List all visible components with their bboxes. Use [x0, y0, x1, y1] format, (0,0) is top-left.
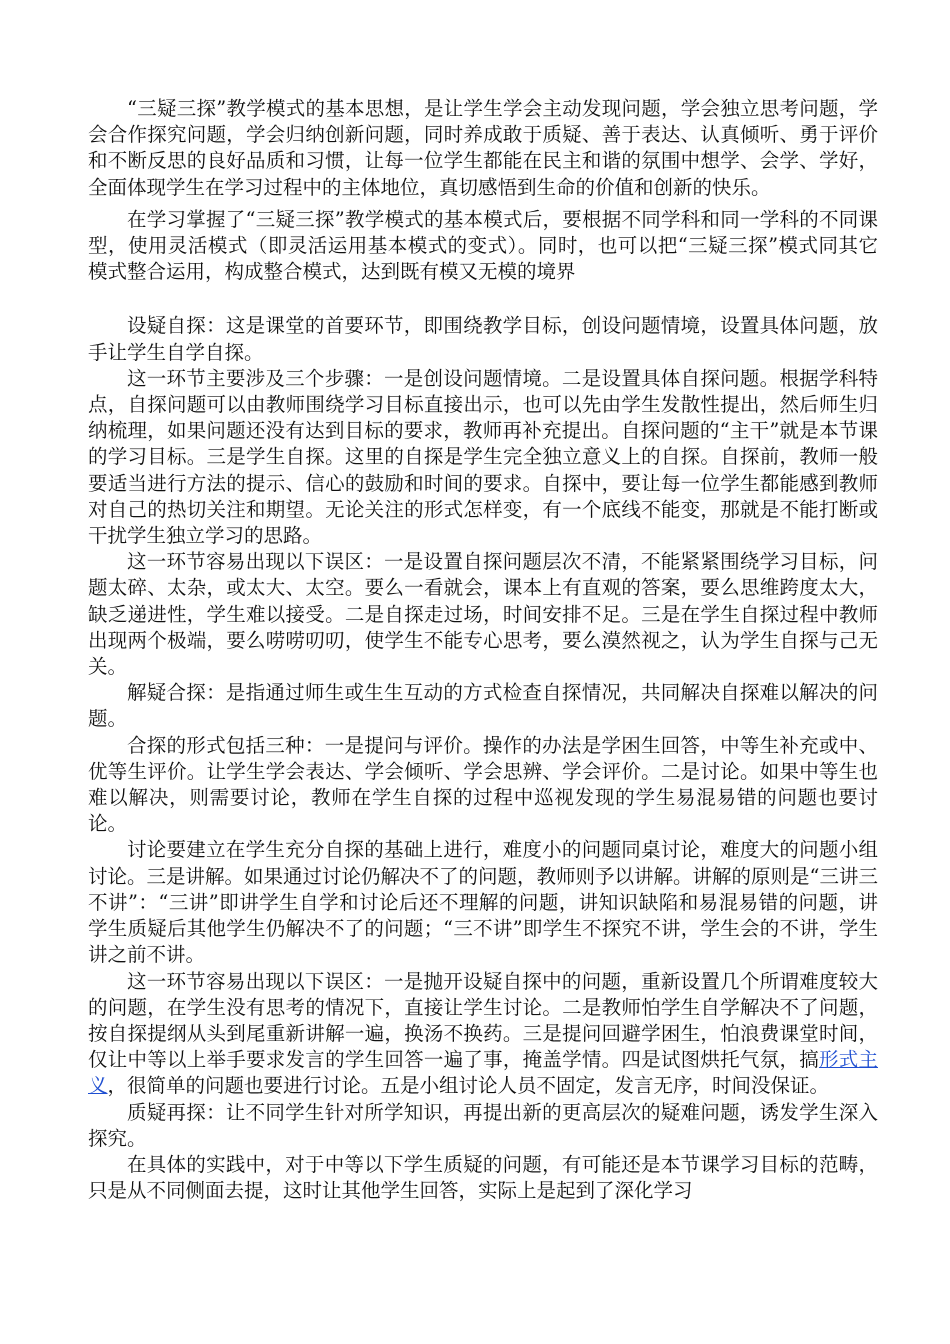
- formalism-link[interactable]: 形式主义: [88, 1048, 878, 1098]
- paragraph-step3-heading: 质疑再探：让不同学生针对所学知识，再提出新的更高层次的疑难问题，诱发学生深入探究。: [88, 1100, 878, 1150]
- paragraph-basic-idea: “三疑三探”教学模式的基本思想，是让学生学会主动发现问题，学会独立思考问题，学会合作探究问题，学会归纳创新问题，同时养成敢于质疑、善于表达、认真倾听、勇于评价和不断反思的良好品质和习惯，让每一位学生都能在民主和谐的氛围中想学、会学、学好，全面体现学生在学习过程中的主体地位，真切感悟到生命的价值和创新的快乐。: [88, 97, 878, 199]
- paragraph-flexible-mode: 在学习掌握了“三疑三探”教学模式的基本模式后，要根据不同学科和同一学科的不同课型，使用灵活模式（即灵活运用基本模式的变式）。同时，也可以把“三疑三探”模式同其它模式整合运用，构成整合模式，达到既有模又无模的境界: [88, 207, 878, 284]
- paragraph-step3-practice: 在具体的实践中，对于中等以下学生质疑的问题，有可能还是本节课学习目标的范畴，只是从不同侧面去提，这时让其他学生回答，实际上是起到了深化学习: [88, 1152, 878, 1203]
- paragraph-step2-discussion: 讨论要建立在学生充分自探的基础上进行，难度小的问题同桌讨论，难度大的问题小组讨论。三是讲解。如果通过讨论仍解决不了的问题，教师则予以讲解。讲解的原则是“三讲三不讲”：“三讲”即讲学生自学和讨论后还不理解的问题，讲知识缺陷和易混易错的问题，讲学生质疑后其他学生仍解决不了的问题；“三不讲”即学生不探究不讲，学生会的不讲，学生讲之前不讲。: [88, 838, 878, 967]
- step2-errors-text-before: 这一环节容易出现以下误区：一是抛开设疑自探中的问题，重新设置几个所谓难度较大的问题，在学生没有思考的情况下，直接让学生讨论。二是教师怕学生自学解决不了问题，按自探提纲从头到尾重新讲解一遍，换汤不换药。三是提问回避学困生，怕浪费课堂时间，仅让中等以上举手要求发言的学生回答一遍了事，掩盖学情。四是试图烘托气氛，搞: [88, 969, 878, 1072]
- document-body: [88, 96, 878, 1204]
- paragraph-step1-errors: 这一环节容易出现以下误区：一是设置自探问题层次不清，不能紧紧围绕学习目标，问题太碎、太杂，或太大、太空。要么一看就会，课本上有直观的答案，要么思维跨度太大，缺乏递进性，学生难以接受。二是自探走过场，时间安排不足。三是在学生自探过程中教师出现两个极端，要么唠唠叨叨，使学生不能专心思考，要么漠然视之，认为学生自探与己无关。: [88, 550, 878, 679]
- paragraph-step2-heading: 解疑合探：是指通过师生或生生互动的方式检查自探情况，共同解决自探难以解决的问题。: [88, 681, 878, 731]
- step2-errors-text-after: ，很简单的问题也要进行讨论。五是小组讨论人员不固定，发言无序，时间没保证。: [107, 1074, 830, 1098]
- paragraph-spacer: [88, 285, 878, 313]
- paragraph-step2-forms: 合探的形式包括三种：一是提问与评价。操作的办法是学困生回答，中等生补充或中、优等生评价。让学生学会表达、学会倾听、学会思辨、学会评价。二是讨论。如果中等生也难以解决，则需要讨论，教师在学生自探的过程中巡视发现的学生易混易错的问题也要讨论。: [88, 733, 878, 836]
- paragraph-step1-detail: 这一环节主要涉及三个步骤：一是创设问题情境。二是设置具体自探问题。根据学科特点，自探问题可以由教师围绕学习目标直接出示，也可以先由学生发散性提出，然后师生归纳梳理，如果问题还没有达到目标的要求，教师再补充提出。自探问题的“主干”就是本节课的学习目标。三是学生自探。这里的自探是学生完全独立意义上的自探。自探前，教师一般要适当进行方法的提示、信心的鼓励和时间的要求。自探中，要让每一位学生都能感到教师对自己的热切关注和期望。无论关注的形式怎样变，有一个底线不能变，那就是不能打断或干扰学生独立学习的思路。: [88, 366, 878, 548]
- paragraph-step2-errors: [88, 969, 878, 1100]
- paragraph-step1-heading: 设疑自探：这是课堂的首要环节，即围绕教学目标，创设问题情境，设置具体问题，放手让学生自学自探。: [88, 314, 878, 364]
